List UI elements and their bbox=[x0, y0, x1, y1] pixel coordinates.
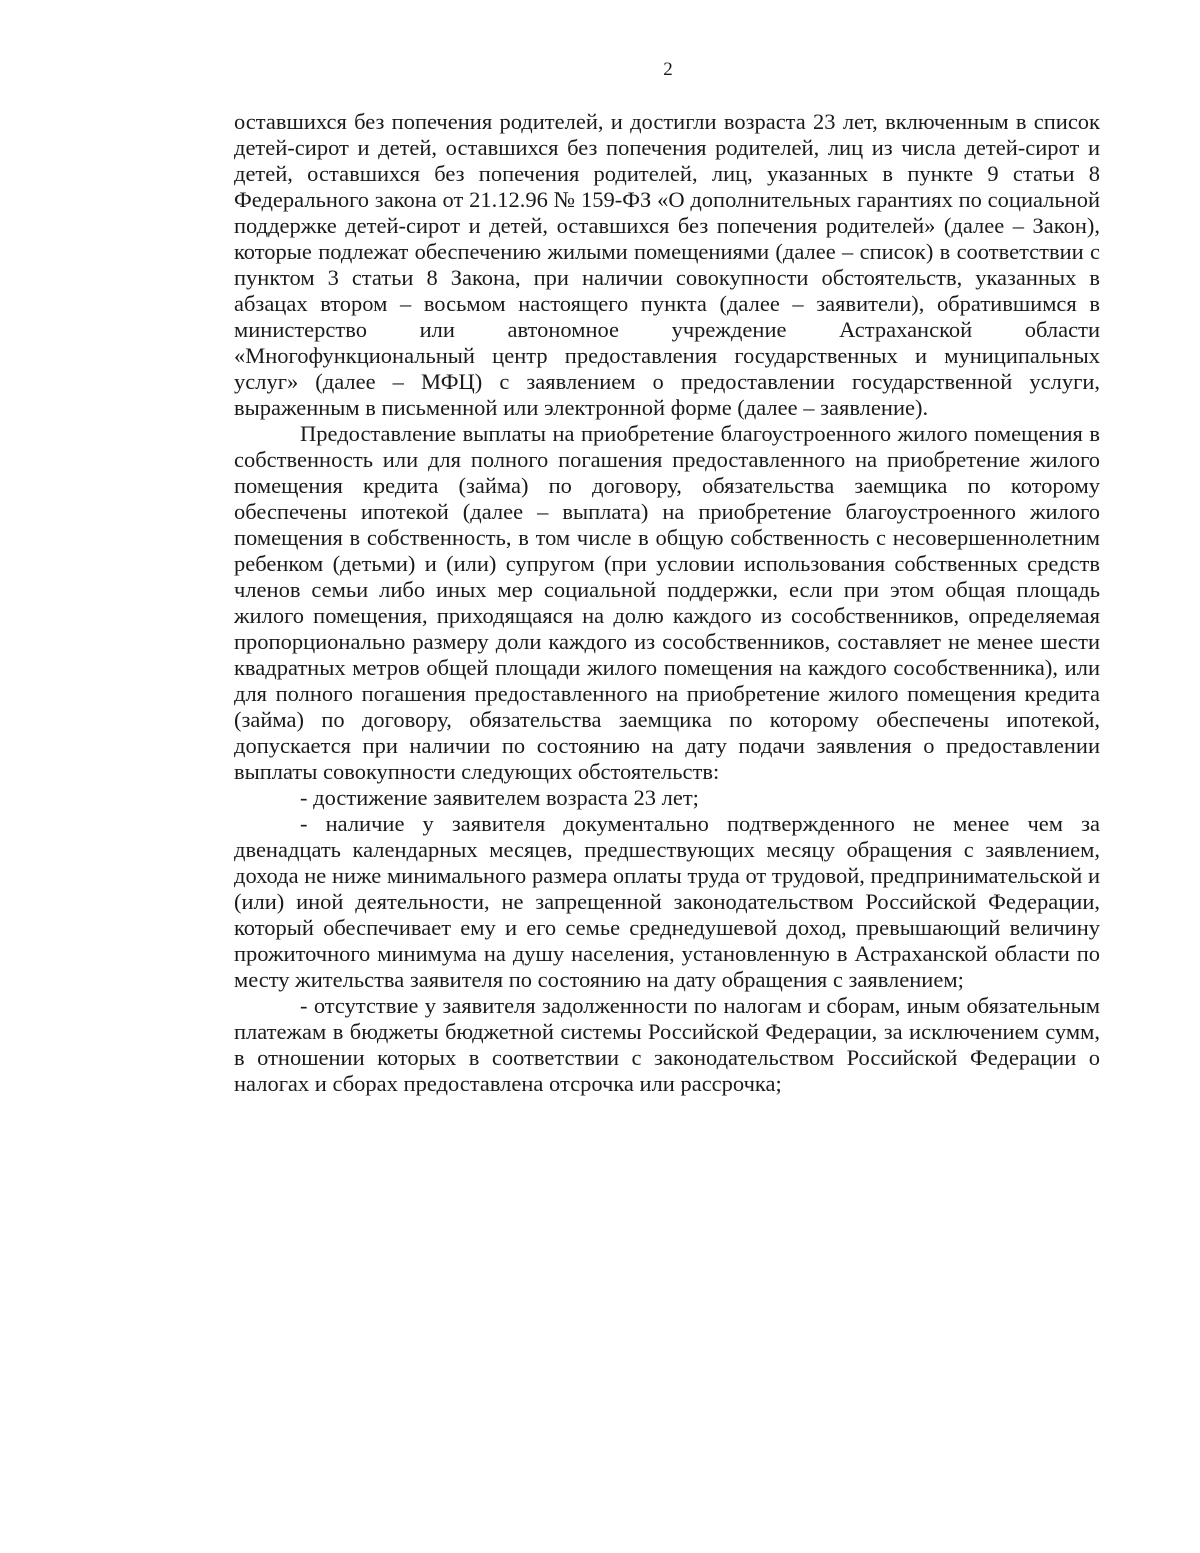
list-item-income: - наличие у заявителя документально подтвержденного не менее чем за двенадцать календарных месяцев, предшествующих месяцу обращения с заявлением, дохода не ниже минимального размера оплаты труда от трудовой, предпринимательской и (или) иной деятельности, не запрещенной законодательством Российской Федерации, который обеспечивает ему и его семье среднедушевой доход, превышающий величину прожиточного минимума на душу населения, установленную в Астраханской области по месту жительства заявителя по состоянию на дату обращения с заявлением; bbox=[234, 811, 1100, 992]
document-body bbox=[234, 109, 1100, 1097]
paragraph-payment-conditions: Предоставление выплаты на приобретение благоустроенного жилого помещения в собственность или для полного погашения предоставленного на приобретение жилого помещения кредита (займа) по договору, обязательства заемщика по которому обеспечены ипотекой (далее – выплата) на приобретение благоустроенного жилого помещения в собственность, в том числе в общую собственность с несовершеннолетним ребенком (детьми) и (или) супругом (при условии использования собственных средств членов семьи либо иных мер социальной поддержки, если при этом общая площадь жилого помещения, приходящаяся на долю каждого из сособственников, определяемая пропорционально размеру доли каждого из сособственников, составляет не менее шести квадратных метров общей площади жилого помещения на каждого сособственника), или для полного погашения предоставленного на приобретение жилого помещения кредита (займа) по договору, обязательства заемщика по которому обеспечены ипотекой, допускается при наличии по состоянию на дату подачи заявления о предоставлении выплаты совокупности следующих обстоятельств: bbox=[234, 421, 1100, 784]
page-number: 2 bbox=[663, 59, 673, 80]
paragraph-continuation: оставшихся без попечения родителей, и достигли возраста 23 лет, включенным в список детей-сирот и детей, оставшихся без попечения родителей, лиц из числа детей-сирот и детей, оставшихся без попечения родителей, лиц, указанных в пункте 9 статьи 8 Федерального закона от 21.12.96 № 159-ФЗ «О дополнительных гарантиях по социальной поддержке детей-сирот и детей, оставшихся без попечения родителей» (далее – Закон), которые подлежат обеспечению жилыми помещениями (далее – список) в соответствии с пунктом 3 статьи 8 Закона, при наличии совокупности обстоятельств, указанных в абзацах втором – восьмом настоящего пункта (далее – заявители), обратившимся в министерство или автономное учреждение Астраханской области «Многофункциональный центр предоставления государственных и муниципальных услуг» (далее – МФЦ) с заявлением о предоставлении государственной услуги, выраженным в письменной или электронной форме (далее – заявление). bbox=[234, 109, 1100, 420]
list-item-age: - достижение заявителем возраста 23 лет; bbox=[300, 785, 699, 810]
list-item-no-tax-debt: - отсутствие у заявителя задолженности по налогам и сборам, иным обязательным платежам в бюджеты бюджетной системы Российской Федерации, за исключением сумм, в отношении которых в соответствии с законодательством Российской Федерации о налогах и сборах предоставлена отсрочка или рассрочка; bbox=[234, 993, 1100, 1096]
